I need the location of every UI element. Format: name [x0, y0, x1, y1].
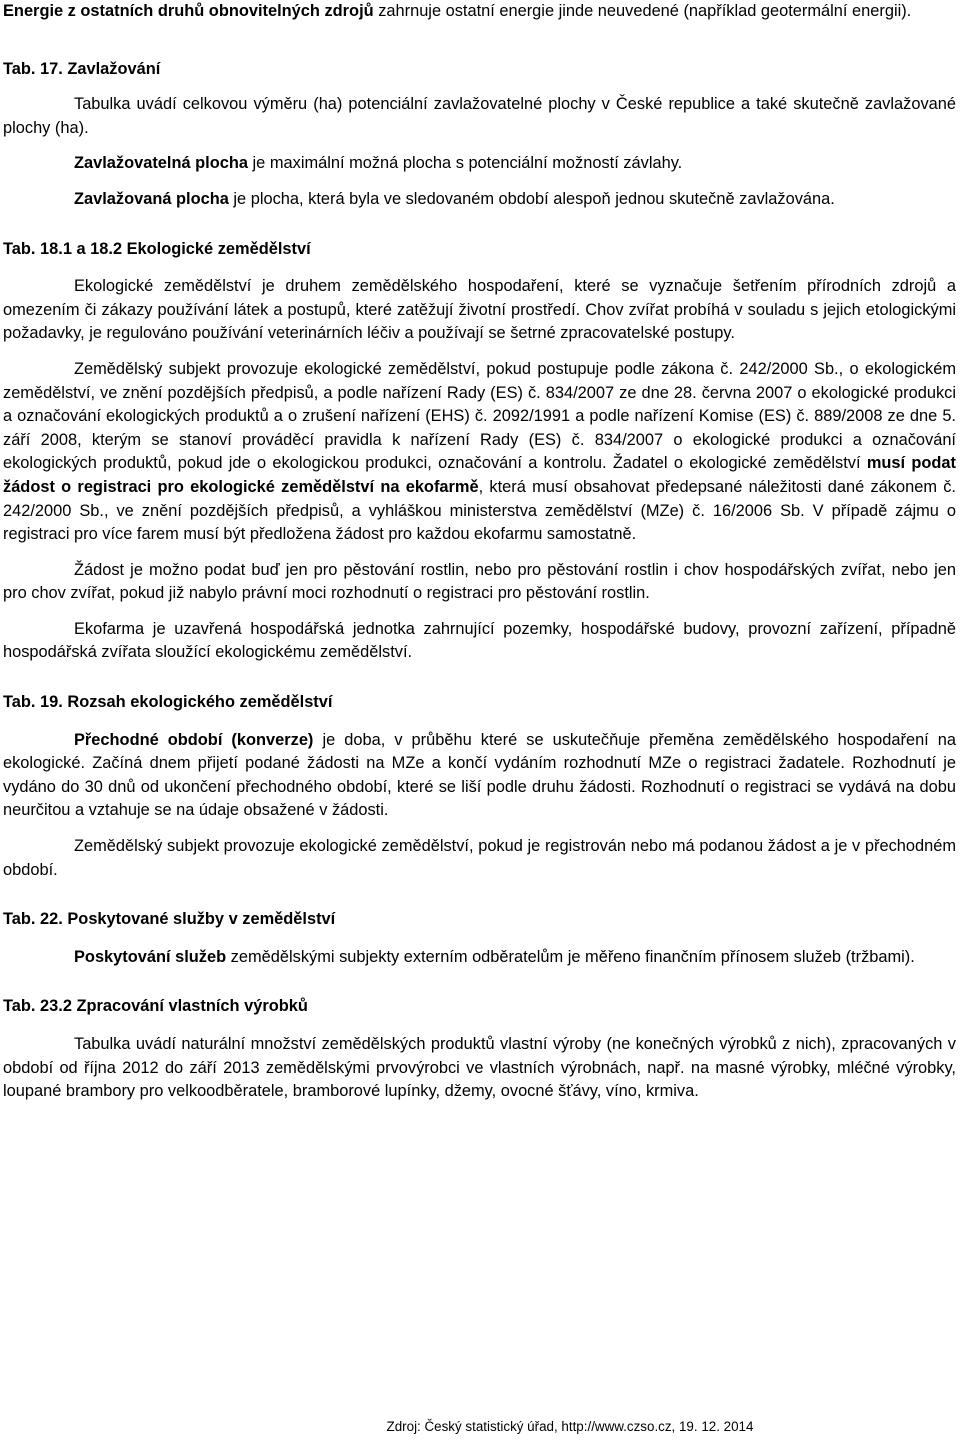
paragraph-organic-registration: Zemědělský subjekt provozuje ekologické zemědělství, pokud je registrován nebo má podanou žádost a je v přechodném období.	[3, 837, 956, 879]
paragraph-services: Poskytování služeb zemědělskými subjekty externím odběratelům je měřeno finančním přínosem služeb (tržbami).	[74, 947, 915, 966]
paragraph-organic-legislation: Zemědělský subjekt provozuje ekologické zemědělství, pokud postupuje podle zákona č. 242/2000 Sb., o ekologickém zemědělství, ve znění pozdějších předpisů, a podle nařízení Rady (ES) č. 834/2007 ze dne 28. června 2007 o ekologické produkci a označování ekologických produktů a o zrušení nařízení (EHS) č. 2092/1991 a podle nařízení Komise (ES) č. 889/2008 ze dne 5. září 2008, kterým se stanoví prováděcí pravidla k nařízení Rady (ES) č. 834/2007 o ekologické produkci a označování ekologických produktů, pokud jde o ekologickou produkci, označování a kontrolu. Žadatel o ekologické zemědělství musí podat žádost o registraci pro ekologické zemědělství na ekofarmě, která musí obsahovat předepsané náležitosti dané zákonem č. 242/2000 Sb., ve znění pozdějších předpisů, a vyhláškou ministerstva zemědělství (MZe) č. 16/2006 Sb. V případě zájmu o registraci pro více farem musí být předložena žádost pro každou ekofarmu samostatně.	[3, 359, 956, 544]
section-heading-own-processing: Tab. 23.2 Zpracování vlastních výrobků	[3, 997, 308, 1016]
paragraph-application-types: Žádost je možno podat buď jen pro pěstování rostlin, nebo pro pěstování rostlin i chov hospodářských zvířat, nebo jen pro chov zvířat, pokud již nabylo právní moci rozhodnutí o registraci pro pěstování rostlin.	[3, 560, 956, 603]
term-conversion-period: Přechodné období (konverze)	[74, 730, 314, 749]
document-body	[3, 0, 956, 1104]
paragraph-conversion-period: Přechodné období (konverze) je doba, v průběhu které se uskutečňuje přeměna zemědělského hospodaření na ekologické. Začíná dnem přijetí podané žádosti na MZe a končí vydáním rozhodnutí MZe o registraci žadatele. Rozhodnutí je vydáno do 30 dnů od ukončení přechodného období, které se liší podle druhu žádosti. Rozhodnutí o registraci se vydává na dobu neurčitou a vztahuje se na údaje obsažené v žádosti.	[3, 730, 957, 820]
page-footer-source: Zdroj: Český statistický úřad, http://www.czso.cz, 19. 12. 2014	[386, 1419, 754, 1434]
term-irrigable-area: Zavlažovatelná plocha	[74, 154, 248, 173]
term-other-renewables: Energie z ostatních druhů obnovitelných zdrojů	[3, 2, 374, 20]
paragraph-other-renewables: Energie z ostatních druhů obnovitelných zdrojů zahrnuje ostatní energie jinde neuvedené (například geotermální energii).	[3, 2, 912, 20]
paragraph-organic-definition: Ekologické zemědělství je druhem zemědělského hospodaření, které se vyznačuje šetřením přírodních zdrojů a omezením či zákazy používání látek a postupů, které zatěžují životní prostředí. Chov zvířat probíhá v souladu s jejich etologickými požadavky, je regulováno používání veterinárních léčiv a používají se šetrné zpracovatelské postupy.	[3, 277, 956, 343]
paragraph-own-processing: Tabulka uvádí naturální množství zemědělských produktů vlastní výroby (ne konečných výrobků z nich), zpracovaných v období od října 2012 do září 2013 zemědělskými prvovýrobci ve vlastních výrobnách, např. na masné výrobky, mléčné výrobky, loupané brambory pro velkoodběratele, bramborové lupínky, džemy, ovocné šťávy, víno, krmiva.	[3, 1035, 956, 1101]
term-services: Poskytování služeb	[74, 947, 227, 966]
section-heading-organic-farming: Tab. 18.1 a 18.2 Ekologické zemědělství	[3, 239, 311, 258]
term-registration-application: musí podat žádost o registraci pro ekologické zemědělství na ekofarmě	[3, 454, 956, 496]
paragraph-irrigated-area: Zavlažovaná plocha je plocha, která byla ve sledovaném období alespoň jednou skutečně zavlažována.	[74, 189, 835, 208]
paragraph-irrigable-area: Zavlažovatelná plocha je maximální možná plocha s potenciální možností závlahy.	[74, 154, 683, 173]
section-heading-irrigation: Tab. 17. Zavlažování	[3, 59, 161, 78]
paragraph-irrigation-intro: Tabulka uvádí celkovou výměru (ha) potenciální zavlažovatelné plochy v České republice a také skutečně zavlažované plochy (ha).	[3, 95, 956, 137]
paragraph-ecofarm-definition: Ekofarma je uzavřená hospodářská jednotka zahrnující pozemky, hospodářské budovy, provozní zařízení, případně hospodářská zvířata sloužící ekologickému zemědělství.	[3, 619, 956, 662]
section-heading-organic-scope: Tab. 19. Rozsah ekologického zemědělství	[3, 693, 333, 712]
term-irrigated-area: Zavlažovaná plocha	[74, 189, 229, 208]
section-heading-services: Tab. 22. Poskytované služby v zemědělství	[3, 910, 336, 929]
